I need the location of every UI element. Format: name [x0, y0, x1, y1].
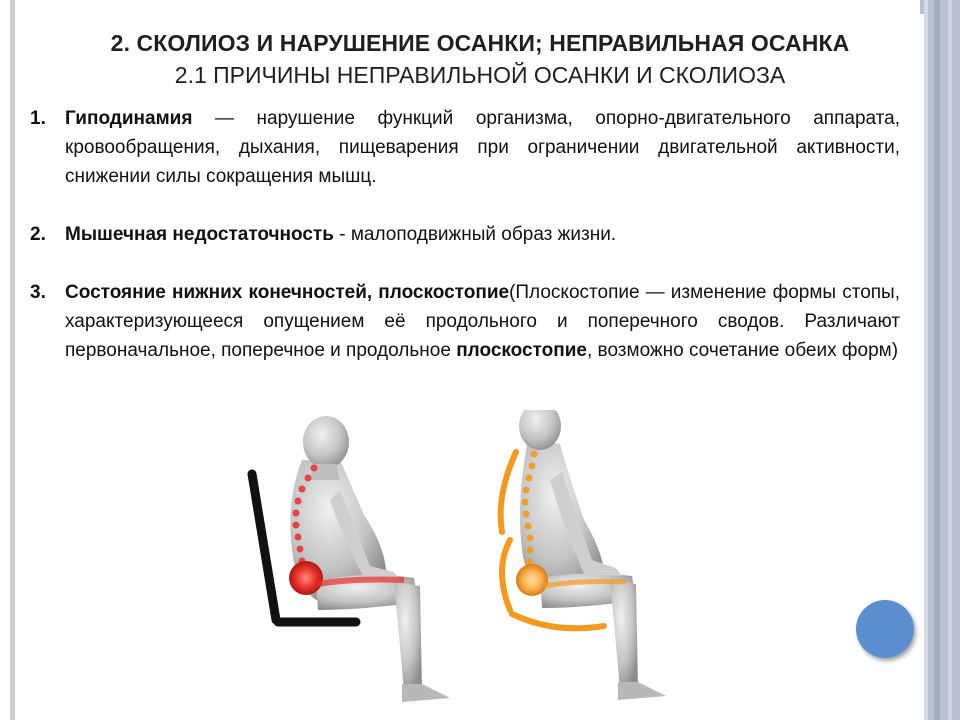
support-curve-upper [501, 452, 516, 532]
posture-illustration [244, 410, 704, 715]
frame-stripe [924, 0, 928, 720]
frame-stripe [948, 0, 952, 720]
pelvis-highlight-good [516, 564, 548, 596]
good-posture-figure [501, 410, 666, 700]
item-number: 1. [30, 108, 46, 129]
item-term: Мышечная недостаточность [65, 224, 334, 245]
list-item [30, 220, 900, 249]
frame-stripe [934, 0, 940, 720]
item-number: 3. [30, 282, 46, 303]
item-text: - малоподвижный образ жизни. [333, 224, 617, 245]
item-number: 2. [30, 224, 46, 245]
head-bad [303, 416, 349, 468]
item-term: Состояние нижних конечностей, плоскостопие [65, 282, 510, 303]
decorative-blue-circle [856, 600, 914, 658]
support-seat-good [512, 614, 604, 628]
foot-bad [402, 684, 450, 702]
support-curve-lower [502, 540, 510, 610]
list-item [30, 278, 900, 365]
item-term: Гиподинамия [65, 108, 193, 129]
item-text: — нарушение функций организма, опорно-двигательного аппарата, кровообращения, дыхания, пищеварения при ограничении двигательной активности, снижении силы сокращения мышц. [65, 108, 900, 187]
item-text-secondary: , возможно сочетание обеих форм) [587, 340, 899, 361]
bad-posture-figure [252, 416, 450, 702]
causes-list [30, 104, 900, 365]
pelvis-highlight-bad [289, 561, 323, 595]
left-frame-border [10, 0, 15, 720]
list-item [30, 104, 900, 191]
item-text: (Плоскостопие — изменение формы стопы, характеризующееся опущением её продольного и поперечного сводов. Различают первоначальное, поперечное и продольное [65, 282, 900, 361]
right-frame-border [924, 0, 960, 720]
item-term-secondary: плоскостопие [456, 340, 587, 361]
shin-good [610, 580, 638, 688]
chair-back-bad [252, 474, 276, 620]
slide-subtitle: 2.1 ПРИЧИНЫ НЕПРАВИЛЬНОЙ ОСАНКИ И СКОЛИОЗА [174, 62, 786, 88]
shin-bad [394, 582, 422, 690]
foot-good [618, 682, 666, 700]
slide-title: 2. СКОЛИОЗ И НАРУШЕНИЕ ОСАНКИ; НЕПРАВИЛЬНАЯ ОСАНКА [110, 30, 850, 56]
